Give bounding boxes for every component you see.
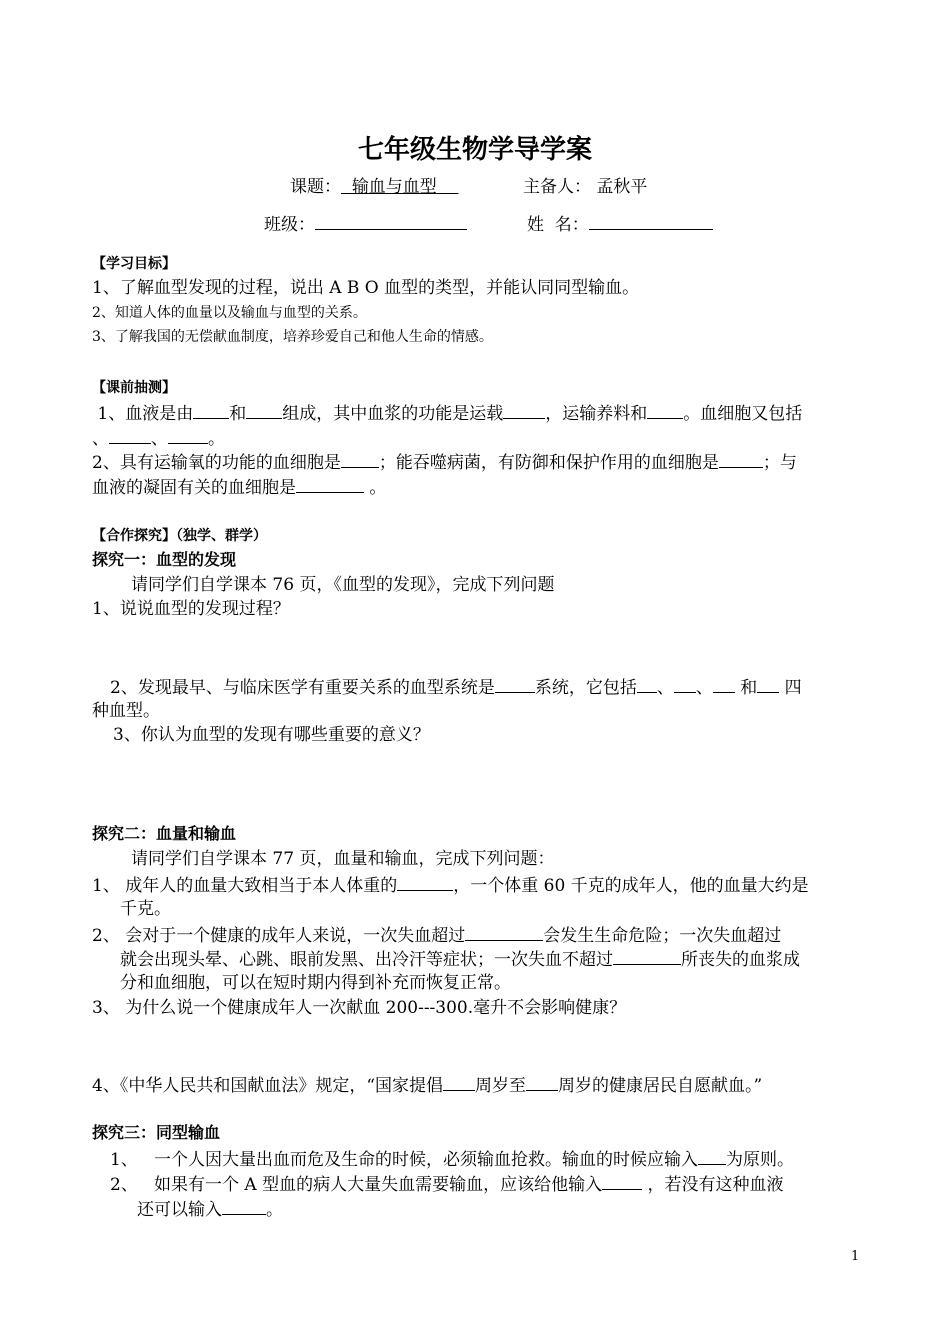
part2-q4: 4、《中华人民共和国献血法》规定，“国家提倡 周岁至 周岁的健康居民自愿献血。” [92, 1072, 762, 1098]
answer-blank[interactable] [397, 872, 453, 891]
answer-blank[interactable] [495, 674, 535, 693]
part2-intro: 请同学们自学课本 77 页，血量和输血，完成下列问题： [131, 849, 555, 869]
part2-title: 探究二：血量和输血 [92, 824, 237, 843]
answer-blank[interactable] [637, 674, 657, 693]
answer-blank[interactable] [503, 400, 545, 419]
answer-blank[interactable] [341, 449, 379, 468]
part3-q2-cont: 还可以输入 。 [137, 1196, 283, 1222]
class-blank[interactable] [315, 211, 467, 230]
explore-heading: 【合作探究】（独学、群学） [92, 528, 267, 544]
name-blank[interactable] [589, 211, 713, 230]
answer-blank[interactable] [168, 425, 208, 444]
answer-blank[interactable] [465, 922, 543, 941]
part2-q1: 1、 成年人的血量大致相当于本人体重的 ，一个体重 60 千克的成年人，他的血量大约是 [92, 872, 809, 898]
class-row [264, 211, 467, 237]
part1-q3: 3、你认为血型的发现有哪些重要的意义？ [113, 725, 430, 745]
answer-blank[interactable] [222, 1196, 266, 1215]
answer-blank[interactable] [443, 1072, 475, 1091]
author-row [523, 175, 647, 199]
pretest-q2-cont: 血液的凝固有关的血细胞是 。 [92, 474, 386, 500]
goal-item: 1、了解血型发现的过程，说出 A B O 血型的类型，并能认同同型输血。 [92, 278, 640, 298]
author-label: 主备人： [523, 177, 591, 197]
class-label: 班级： [264, 215, 315, 235]
goal-item: 2、知道人体的血量以及输血与血型的关系。 [92, 305, 367, 321]
answer-blank[interactable] [757, 674, 779, 693]
part1-title: 探究一：血型的发现 [92, 550, 237, 569]
part2-q3: 3、 为什么说一个健康成年人一次献血 200---300.毫升不会影响健康？ [92, 998, 627, 1018]
answer-blank[interactable] [674, 674, 696, 693]
topic-row [290, 175, 458, 199]
answer-blank[interactable] [109, 425, 151, 444]
answer-blank[interactable] [647, 400, 683, 419]
goal-item: 3、了解我国的无偿献血制度，培养珍爱自己和他人生命的情感。 [92, 329, 493, 345]
page-number: 1 [851, 1249, 860, 1264]
part2-q2-cont: 就会出现头晕、心跳、眼前发黑、出冷汗等症状；一次失血不超过 所丧失的血浆成 [120, 946, 800, 972]
name-row [527, 211, 713, 237]
part3-q2: 2、 如果有一个 A 型血的病人大量失血需要输血，应该给他输入 ，若没有这种血液 [110, 1171, 784, 1197]
answer-blank[interactable] [602, 1171, 642, 1190]
part1-q2-cont: 种血型。 [92, 701, 160, 721]
part2-q2-cont2: 分和血细胞，可以在短时期内得到补充而恢复正常。 [120, 973, 511, 993]
answer-blank[interactable] [713, 674, 735, 693]
pretest-heading: 【课前抽测】 [92, 380, 176, 396]
author-value: 孟秋平 [596, 177, 648, 197]
part1-q1: 1、说说血型的发现过程？ [92, 599, 290, 619]
part3-title: 探究三：同型输血 [92, 1123, 221, 1142]
answer-blank[interactable] [246, 400, 282, 419]
answer-blank[interactable] [193, 400, 229, 419]
part2-q2: 2、 会对于一个健康的成年人来说，一次失血超过 会发生生命危险；一次失血超过 [92, 922, 781, 948]
pretest-q1: 1、血液是由 和 组成，其中血浆的功能是运载 ，运输养料和 。血细胞又包括 [92, 400, 802, 426]
answer-blank[interactable] [613, 946, 681, 965]
topic-label: 课题： [290, 177, 341, 197]
part1-q2: 2、发现最早、与临床医学有重要关系的血型系统是 系统，它包括 、 、 和 四 [110, 674, 802, 700]
answer-blank[interactable] [698, 1146, 726, 1165]
part1-intro: 请同学们自学课本 76 页，《血型的发现》，完成下列问题 [131, 575, 555, 595]
answer-blank[interactable] [526, 1072, 558, 1091]
part3-q1: 1、 一个人因大量出血而危及生命的时候，必须输血抢救。输血的时候应输入 为原则。 [110, 1146, 794, 1172]
answer-blank[interactable] [296, 474, 364, 493]
part2-q1-cont: 千克。 [120, 899, 171, 919]
pretest-q2: 2、具有运输氧的功能的血细胞是 ；能吞噬病菌，有防御和保护作用的血细胞是 ；与 [92, 449, 797, 475]
document-title: 七年级生物学导学案 [357, 135, 592, 165]
answer-blank[interactable] [719, 449, 763, 468]
goals-heading: 【学习目标】 [92, 256, 176, 272]
name-label: 姓 名： [527, 215, 589, 235]
topic-value: 输血与血型 [351, 177, 437, 197]
pretest-q1-cont: 、 、 。 [92, 425, 225, 451]
